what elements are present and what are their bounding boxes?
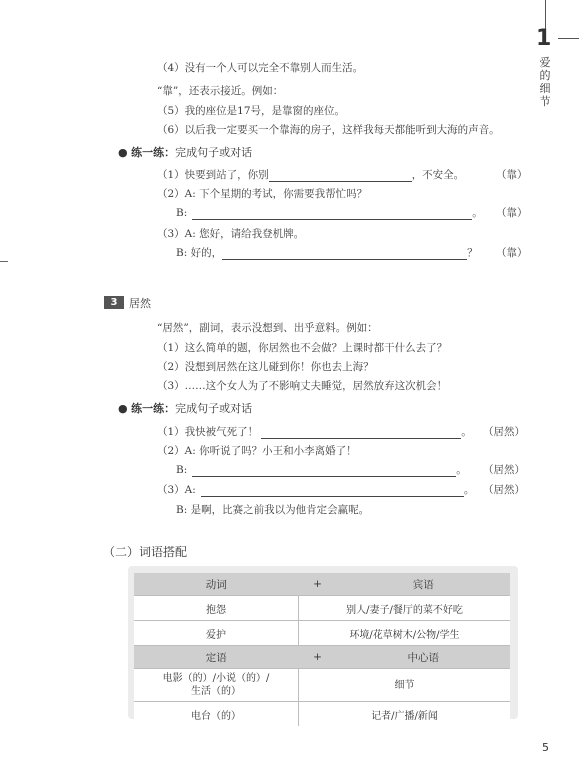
table-row: [134, 669, 510, 702]
item-text: B: 好的，: [176, 247, 223, 259]
exercise-item: [157, 167, 464, 182]
hint-word: （居然）: [483, 464, 525, 476]
example-line: （4）没有一个人可以完全不靠别人而生活。: [157, 62, 364, 74]
page-number: 5: [542, 741, 549, 754]
item-text: B:: [176, 464, 188, 476]
exercise-item: [176, 462, 467, 477]
plus-sign: +: [299, 573, 337, 596]
answer-blank[interactable]: [192, 465, 456, 477]
section-title: 居然: [129, 297, 151, 310]
item-text: （1）快要到站了，你别: [157, 169, 269, 181]
table-cell: 记者/广播/新闻: [299, 702, 511, 727]
answer-blank[interactable]: [201, 485, 464, 497]
plus-sign: +: [299, 646, 337, 669]
bullet-icon: ●: [118, 146, 128, 159]
answer-blank[interactable]: [222, 248, 467, 260]
table-cell: 爱护: [134, 621, 299, 646]
item-text-end: 。: [463, 484, 475, 496]
answer-blank[interactable]: [192, 208, 472, 220]
table-header-row: [134, 573, 510, 596]
table-row: [134, 702, 510, 727]
exercise-heading-text: 完成句子或对话: [175, 146, 253, 159]
table-cell: 别人/妻子/餐厅的菜不好吃: [299, 596, 511, 621]
example-line: （3）……这个女人为了不影响丈夫睡觉，居然放弃这次机会！: [157, 380, 448, 392]
table-cell: 电台（的）: [134, 702, 299, 727]
chapter-title: 爱的细节: [539, 56, 551, 108]
exercise-heading-bold: 练一练：: [131, 146, 176, 159]
item-text: B:: [176, 207, 188, 219]
example-line: （6）以后我一定要买一个靠海的房子，这样我每天都能听到大海的声音。: [157, 124, 500, 136]
hint-word: （居然）: [483, 484, 525, 496]
margin-tick: [0, 261, 8, 262]
explanation: “居然”，副词，表示没想到、出乎意料。例如：: [157, 322, 378, 334]
hint-word: （靠）: [496, 207, 528, 219]
item-text-end: 。: [472, 207, 483, 219]
exercise-item: （2）A: 你听说了吗？小王和小李离婚了！: [157, 445, 357, 457]
table-cell: 细节: [299, 669, 511, 702]
hint-word: （靠）: [496, 169, 528, 181]
exercise-heading: [118, 400, 252, 416]
exercise-heading-bold: 练一练：: [131, 402, 176, 415]
table-header-row: [134, 646, 510, 669]
exercise-heading-text: 完成句子或对话: [175, 402, 253, 415]
hint-word: （居然）: [483, 426, 525, 438]
hint-word: （靠）: [496, 247, 528, 259]
item-text: （3）A:: [157, 484, 196, 496]
answer-blank[interactable]: [269, 170, 412, 182]
exercise-item: （2）A: 下个星期的考试，你需要我帮忙吗？: [157, 188, 368, 200]
example-line: （2）没想到居然在这儿碰到你！你也去上海？: [157, 361, 374, 373]
table-cell: 电影（的）/小说（的）/ 生活（的）: [134, 669, 299, 702]
chapter-tab-dash: [558, 38, 579, 39]
item-text: （1）我快被气死了！: [157, 426, 259, 438]
section-heading: （二）词语搭配: [103, 545, 188, 559]
item-text-end: 。: [461, 426, 472, 438]
example-line: （1）这么简单的题，你居然也不会做？上课时都干什么去了？: [157, 342, 448, 354]
chapter-number: 1: [536, 26, 552, 51]
header-cell: 定语: [134, 646, 299, 669]
exercise-item: [176, 205, 483, 220]
exercise-item: （3）A: 您好，请给我登机牌。: [157, 228, 305, 240]
answer-blank[interactable]: [261, 427, 461, 439]
header-cell: 宾语: [337, 573, 511, 596]
example-line: （5）我的座位是17号，是靠窗的座位。: [157, 105, 346, 117]
table-row: [134, 621, 510, 646]
bullet-icon: ●: [118, 402, 128, 415]
collocation-table: [134, 573, 510, 726]
example-line: “靠”，还表示接近。例如：: [157, 85, 284, 97]
item-text-end: ？: [467, 247, 478, 259]
header-cell: 中心语: [337, 646, 511, 669]
header-cell: 动词: [134, 573, 299, 596]
item-text-end: 。: [456, 464, 467, 476]
table-cell: 环境/花草树木/公物/学生: [299, 621, 511, 646]
exercise-item: [157, 482, 474, 497]
exercise-item: [176, 245, 478, 260]
exercise-item: [157, 424, 472, 439]
section-number-badge: 3: [104, 296, 124, 309]
table-row: [134, 596, 510, 621]
item-text-end: ，不安全。: [411, 169, 465, 181]
exercise-heading: [118, 144, 252, 160]
table-cell: 抱怨: [134, 596, 299, 621]
exercise-item: B: 是啊，比赛之前我以为他肯定会赢呢。: [176, 504, 370, 516]
